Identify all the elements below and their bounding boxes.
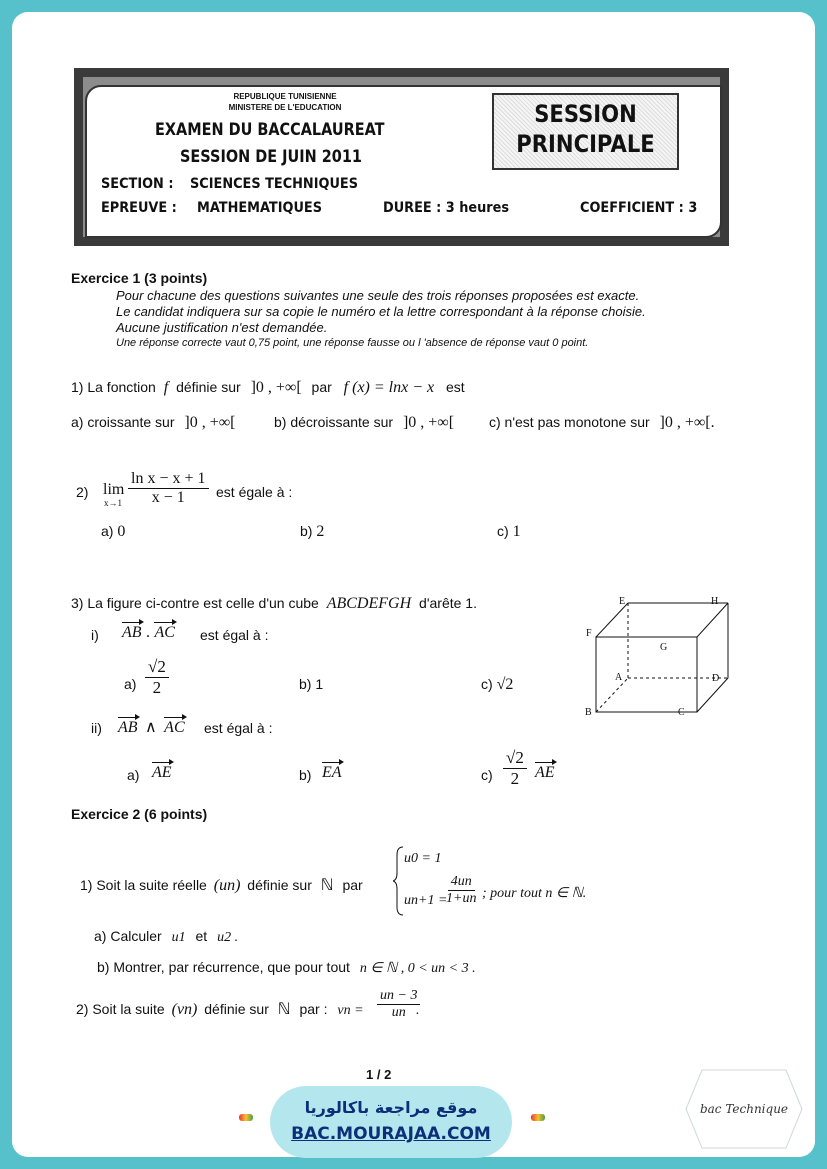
session-date: SESSION DE JUIN 2011 [180,147,362,167]
q3-ii-answer-b [322,764,342,782]
system-numerator: 4un [448,874,475,891]
q1-expression: f (x) = lnx − x [343,379,435,396]
q3-i-a-denominator: 2 [152,678,162,697]
q1-answer-c [489,414,715,432]
ex1-intro-2: Le candidat indiquera sur sa copie le numéro et la lettre correspondant à la réponse choisie. [116,304,646,319]
ex2-qa [94,928,238,946]
cube-label-e: E [619,596,626,607]
q3-i-c-value: √2 [496,676,514,693]
ex2-vn: (vn) [171,1001,198,1018]
cube-edge-fe [596,603,628,637]
q2-fraction [128,470,209,507]
vector-ae-2: AE [535,764,555,781]
q3-ii-label: ii) [91,720,102,736]
section-value: SCIENCES TECHNIQUES [190,176,358,192]
session-box [492,93,679,170]
vector-ae: AE [152,764,172,781]
q3-ii-answer-c [503,748,527,789]
q2-answer-a-label: a) [101,523,114,539]
ex2-vn-denominator: un [391,1005,406,1020]
cube-figure [580,590,730,720]
ex2-qa-et: et [195,928,208,944]
footer-logo-right-icon [524,1106,552,1130]
ex2-q2-statement [76,999,364,1019]
q3-edge: d'arête 1. [419,595,477,611]
session-line-2: PRINCIPALE [516,130,655,158]
cube-front-face [596,637,697,712]
ex2-q1-def: définie sur [247,877,312,893]
q3-i-expression [122,624,175,642]
ex2-qb [97,959,476,977]
ex2-q1-statement [80,875,363,895]
ex1-intro-4: Une réponse correcte vaut 0,75 point, une réponse fausse ou l 'absence de réponse vaut 0 point. [116,337,589,349]
q3-i-answer-b: b) 1 [299,676,324,692]
q3-i-a-numerator: √2 [145,657,169,678]
q3-ii-c-denominator: 2 [510,769,520,788]
q3-i-text: est égal à : [200,627,269,643]
ex2-u2: u2 . [217,930,239,945]
ex2-q2-par: par : [299,1001,328,1017]
q2-answer-b [300,523,324,541]
q2-answer-b-value: 2 [316,523,325,540]
q2-label: 2) [76,484,89,500]
exam-title: EXAMEN DU BACCALAUREAT [155,120,385,140]
q1-text-c: par [311,379,332,395]
q1-answer-c-text: c) n'est pas monotone sur [489,414,650,430]
q1-answer-c-interval: ]0 , +∞[. [659,414,715,431]
vector-ea: EA [322,764,342,781]
ex2-qa-text: a) Calculer [94,928,162,944]
q1-text-d: est [446,379,465,395]
epreuve-value: MATHEMATIQUES [197,200,323,216]
ex2-q1-par: par [342,877,363,893]
ex2-q1-text: 1) Soit la suite réelle [80,877,207,893]
q1-statement [71,379,465,397]
vector-ab: AB [122,624,142,641]
q3-ii-answer-a [152,764,172,782]
q2-lim-sub: x→1 [104,498,122,508]
ex1-intro-1: Pour chacune des questions suivantes une seule des trois réponses proposées est exacte. [116,288,640,303]
cube-label-f: F [586,628,592,639]
q3-i-answer-a [145,657,169,698]
badge-text: bac Technique [699,1102,789,1116]
exercise-2-title: Exercice 2 (6 points) [71,806,208,822]
system-line-2-left: un+1 = [404,893,448,908]
duree-label: DUREE : 3 heures [383,200,510,216]
cube-label-a: A [615,672,623,683]
q1-answer-b-text: b) décroissante sur [274,414,394,430]
ex2-qb-expression: n ∈ ℕ , 0 < un < 3 . [359,961,476,976]
q2-answer-a [101,523,125,541]
q3-statement [71,595,477,613]
q2-lim: lim [103,481,125,498]
q1-text-b: définie sur [176,379,241,395]
q3-i-answer-c [481,676,513,694]
system-denominator: 1+un [446,891,477,906]
q3-ii-expression [118,717,185,737]
q1-answer-a-text: a) croissante sur [71,414,175,430]
cube-label-h: H [711,596,719,607]
q1-answer-a [71,414,235,432]
q1-answer-a-interval: ]0 , +∞[ [184,414,236,431]
republic-label: REPUBLIQUE TUNISIENNE [233,92,337,101]
cube-hidden-ba [596,678,628,712]
q2-denominator: x − 1 [151,489,185,506]
ex2-vn-period: . [416,1003,420,1018]
cube-edge-gh [697,603,728,637]
ex2-qb-text: b) Montrer, par récurrence, que pour tout [97,959,350,975]
cross-product: ∧ [145,719,157,736]
system-line-2-right: ; pour tout n ∈ ℕ. [482,886,587,901]
ex2-un: (un) [213,877,241,894]
q1-text-a: 1) La fonction [71,379,156,395]
cube-label-b: B [585,707,592,718]
ex1-intro-3: Aucune justification n'est demandée. [116,320,328,335]
ex2-u1: u1 [171,930,186,945]
q2-answer-b-label: b) [300,523,313,539]
q2-numerator: ln x − x + 1 [128,470,209,489]
dot-product: . [146,624,150,641]
q3-ii-answer-c-vector [535,764,555,782]
footer-site-link[interactable]: BAC.MOURAJAA.COM [291,1124,491,1144]
q1-answer-b-interval: ]0 , +∞[ [402,414,455,431]
vector-ac-2: AC [164,719,185,736]
q3-i-c-label: c) [481,676,493,692]
q1-answer-b [274,414,454,432]
q3-ii-answer-a-label: a) [127,767,140,783]
epreuve-label: EPREUVE : [101,200,177,216]
ex2-vn-fraction [377,988,420,1021]
footer-banner[interactable] [270,1086,512,1158]
q3-ii-c-numerator: √2 [503,748,527,769]
vector-ac: AC [154,624,175,641]
cube-label-g: G [660,642,668,653]
q3-ii-answer-b-label: b) [299,767,312,783]
q2-answer-a-value: 0 [117,523,126,540]
system-line-1: u0 = 1 [404,851,442,866]
q2-answer-c [497,523,521,541]
q3-cube-name: ABCDEFGH [326,595,412,612]
cube-label-d: D [712,673,720,684]
page-number: 1 / 2 [366,1067,392,1082]
footer-logo-left-icon [232,1106,260,1130]
system-fraction [446,874,476,907]
ex2-q2-def: définie sur [204,1001,269,1017]
bac-technique-badge [684,1068,804,1150]
ministry-label: MINISTERE DE L'EDUCATION [228,103,342,112]
exercise-1-title: Exercice 1 (3 points) [71,270,208,286]
q3-ii-text: est égal à : [204,720,273,736]
q2-answer-c-value: 1 [512,523,521,540]
ex2-vn-def: vn = [337,1003,364,1018]
ex2-q2-text: 2) Soit la suite [76,1001,165,1017]
q2-answer-c-label: c) [497,523,509,539]
ex2-vn-numerator: un − 3 [377,988,420,1005]
q3-intro: 3) La figure ci-contre est celle d'un cube [71,595,319,611]
q3-i-answer-a-label: a) [124,676,137,692]
q1-f: f [163,379,169,396]
coefficient-label: COEFFICIENT : 3 [580,200,698,216]
q3-i-label: i) [91,627,99,643]
q1-interval: ]0 , +∞[ [250,379,302,396]
ex2-naturals-2: ℕ [277,1001,291,1018]
vector-ab-2: AB [118,719,138,736]
footer-arabic[interactable]: موقع مراجعة باكالوريا [304,1098,478,1117]
cube-label-c: C [678,707,685,718]
section-label: SECTION : [101,176,174,192]
session-line-1: SESSION [534,100,637,128]
q3-ii-answer-c-label: c) [481,767,493,783]
ex2-naturals: ℕ [320,877,334,894]
q2-text: est égale à : [216,484,293,500]
